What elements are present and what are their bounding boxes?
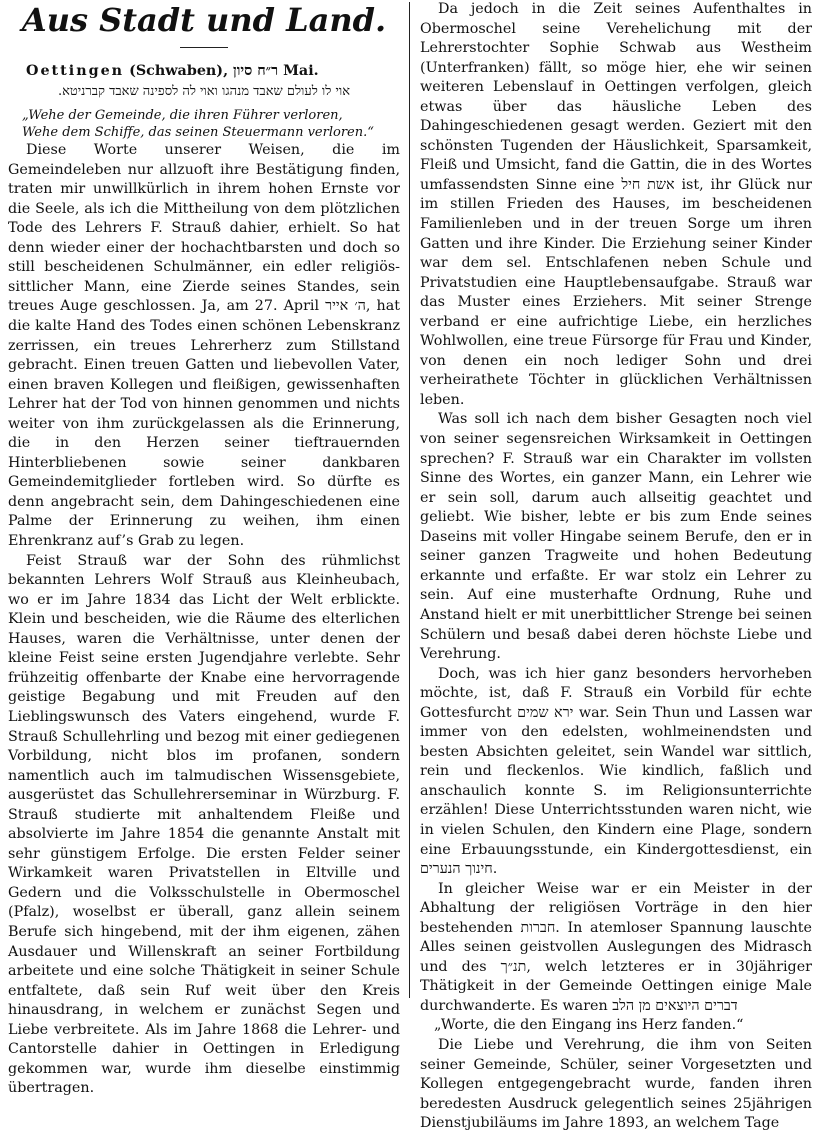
paragraph: Doch, was ich hier ganz besonders hervorheben möchte, ist, daß F. Strauß ein Vorbild für echte Gottesfurcht ירא שמים war. Sein Thun und Lassen war immer von den edelsten, wohlmeinendsten und besten Absichten geleitet, sein Wandel war sittlich, rein und fleckenlos. Wie kindlich, faßlich und anschaulich konnte S. im Religionsunterrichte erzählen! Diese Unterrichtsstunden waren nicht, wie in vielen Schulen, den Kindern eine Plage, sondern eine Erbauungsstunde, ein Kindergottesdienst, ein חינוך הנערים. xyxy=(420,665,812,878)
title-rule xyxy=(180,47,228,48)
hebrew-motto: אוי לו לעולם שאבד מנהגו ואוי לה לספינה שאבד קברניטא. xyxy=(57,83,351,99)
paragraph: Diese Worte unserer Weisen, die im Gemeindeleben nur allzuoft ihre Bestätigung finden, traten mir unwillkürlich in ihrem hohen Ernste vor die Seele, als ich die Mittheilung von dem plötzlichen Tode des Lehrers F. Strauß dahier, erhielt. So hat denn wieder einer der hochachtbarsten und doch so still bescheidenen Schulmänner, ein edler religiös-sittlicher Mann, eine Zierde seines Standes, sein treues Auge geschlossen. Ja, am 27. April ה׳ אייר, hat die kalte Hand des Todes einen schönen Lebenskranz zerrissen, ein treues Lehrerherz zum Stillstand gebracht. Einen treuen Gatten und liebevollen Vater, einen braven Kollegen und fleißigen, gewissenhaften Lehrer hat der Tod von hinnen genommen und nichts weiter von ihm zurückgelassen als die Erinnerung, die in den Herzen seiner tieftrauernden Hinterbliebenen sowie seiner dankbaren Gemeindemitglieder fortleben wird. So dürfte es denn angebracht sein, dem Dahingeschiedenen eine Palme der Erinnerung zu weihen, ihm einen Ehrenkranz auf’s Grab zu legen. xyxy=(8,142,400,550)
dateline xyxy=(8,62,400,82)
paragraph: Da jedoch in die Zeit seines Aufenthaltes in Obermoschel seine Verehelichung mit der Lehrerstochter Sophie Schwab aus Westheim (Unterfranken) fällt, so möge hier, ehe wir seinen weiteren Lebenslauf in Oettingen verfolgen, gleich etwas über das häusliche Leben des Dahingeschiedenen gesagt werden. Geziert mit den schönsten Tugenden der Häuslichkeit, Sparsamkeit, Fleiß und Umsicht, fand die Gattin, die in des Wortes umfassendsten Sinne eine אשת חיל ist, ihr Glück nur im stillen Frieden des Hauses, im bescheidenen Familienleben und in der treuen Sorge um ihren Gatten und ihre Kinder. Die Erziehung seiner Kinder war dem sel. Entschlafenen neben Schule und Privatstudien eine Hauptlebensaufgabe. Strauß war das Muster eines Erziehers. Mit seiner Strenge verband er eine aufrichtige Liebe, ein herzliches Wohlwollen, eine treue Fürsorge für Frau und Kinder, von denen ein noch lediger Sohn und drei verheirathete Töchter in glücklichen Verhältnissen leben. xyxy=(420,1,812,408)
right-column xyxy=(420,0,812,1134)
motto-line-1: „Wehe der Gemeinde, die ihren Führer verloren, xyxy=(22,108,343,124)
dateline-place: Oettingen xyxy=(26,63,125,79)
german-motto xyxy=(8,107,400,141)
dateline-hebrew-date: ר״ח סיון xyxy=(233,63,279,79)
paragraph: Was soll ich nach dem bisher Gesagten noch viel von seiner segensreichen Wirksamkeit in Oettingen sprechen? F. Strauß war ein Charakter im vollsten Sinne des Wortes, ein ganzer Mann, ein Lehrer wie er sein soll, darum auch allseitig geachtet und geliebt. Wie bisher, lebte er bis zum Ende seines Daseins mit voller Hingabe seinem Berufe, den er in seiner ganzen Tragweite und hohen Bedeutung erkannte und erfaßte. Er war stolz ein Lehrer zu sein. Auf eine musterhafte Ordnung, Ruhe und Anstand hielt er mit unerbittlicher Strenge bei seinen Schülern und besaß dabei deren höchste Liebe und Verehrung. xyxy=(420,411,812,663)
quotation: „Worte, die den Eingang ins Herz fanden.“ xyxy=(434,1017,744,1034)
paragraph: Die Liebe und Verehrung, die ihm von Seiten seiner Gemeinde, Schüler, seiner Vorgesetzten und Kollegen entgegengebracht wurde, fanden ihren beredesten Ausdruck gelegentlich seines 25jährigen Dienstjubiläums im Jahre 1893, an welchem Tage xyxy=(420,1036,812,1132)
section-title: Aus Stadt und Land. xyxy=(21,1,387,39)
paragraph: Feist Strauß war der Sohn des rühmlichst bekannten Lehrers Wolf Strauß aus Kleinheubach, wo er im Jahre 1834 das Licht der Welt erblickte. Klein und bescheiden, wie die Räume des elterlichen Hauses, waren die Verhältnisse, unter denen der kleine Feist seine ersten Jugendjahre verlebte. Sehr frühzeitig offenbarte der Knabe eine hervorragende geistige Begabung und mit Freuden auf den Lieblingswunsch des Vaters eingehend, wurde F. Strauß Schullehrling und bezog mit einer gediegenen Vorbildung, nicht blos im profanen, sondern namentlich auch im talmudischen Wissensgebiete, ausgerüstet das Schullehrerseminar in Würzburg. F. Strauß studierte mit anhaltendem Fleiße und absolvierte im Jahre 1854 die genannte Anstalt mit sehr günstigem Erfolge. Die ersten Felder seiner Wirkamkeit waren Privatstellen in Eltville und Gedern und die Volksschulstelle in Obermoschel (Pfalz), woselbst er überall, ganz allein seinem Berufe sich hingebend, mit der ihm eigenen, zähen Ausdauer und Willenskraft an seiner Fortbildung arbeitete und eine solche Thätigkeit in seiner Schule entfaltete, daß sein Ruf weit über den Kreis hinausdrang, in welchem er zunächst Segen und Liebe verbreitete. Als im Jahre 1868 die Lehrer- und Cantorstelle dahier in Oettingen in Erledigung gekommen war, wurde ihm dieselbe einstimmig übertragen. xyxy=(8,552,400,1097)
column-divider xyxy=(409,2,410,998)
paragraph: In gleicher Weise war er ein Meister in der Abhaltung der religiösen Vorträge in den hier bestehenden חברות. In atemloser Spannung lauschte Alles seinen geistvollen Auslegungen des Midrasch und des תנ״ך, welch letzteres er in 30jähriger Thätigkeit in der Gemeinde Oettingen einige Male durchwanderte. Es waren דברים היוצאים מן הלב xyxy=(420,880,812,1014)
left-column xyxy=(8,0,400,1099)
motto-line-2: Wehe dem Schiffe, das seinen Steuermann verloren.“ xyxy=(22,125,374,141)
dateline-region: (Schwaben), xyxy=(129,63,229,79)
dateline-month: Mai. xyxy=(283,63,319,79)
